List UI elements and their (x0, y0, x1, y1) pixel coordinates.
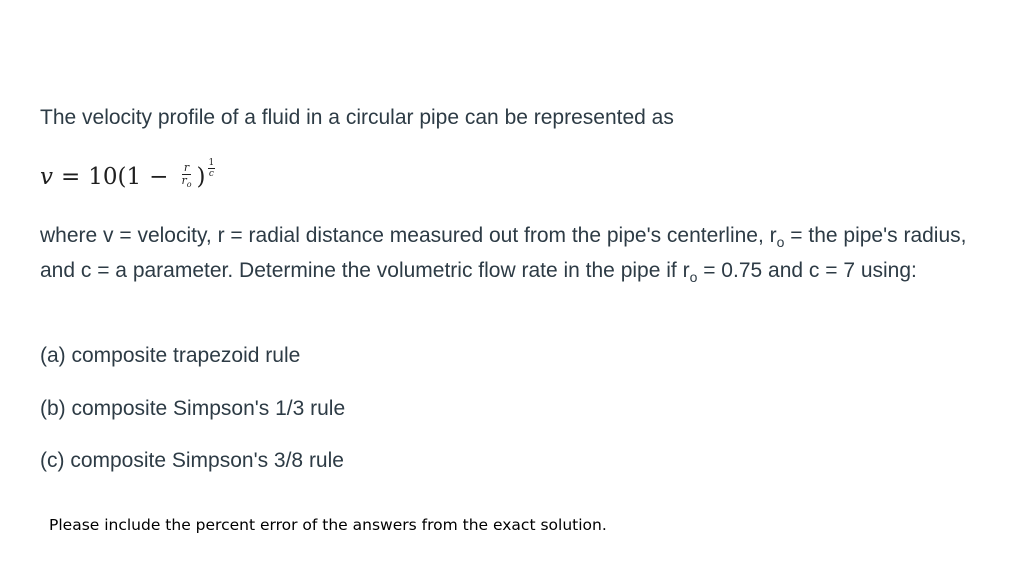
formula-ratio-fraction (179, 162, 193, 191)
problem-definitions: where v = velocity, r = radial distance measured out from the pipe's centerline, $r_o$ = the pipe's radius, and c = a parameter. Determine the volumetric flow rate in the pipe if $r_o = 0.75$ and c = 7 using: (40, 224, 967, 286)
part-b-simpson-1-3: (b) composite Simpson's 1/3 rule (40, 397, 346, 420)
exponent-numerator: 1 (208, 157, 215, 168)
fraction-numerator: r (183, 161, 190, 175)
exponent-denominator: c (208, 168, 214, 179)
formula-exponent (208, 158, 216, 179)
formula-lhs: v (40, 164, 53, 190)
velocity-formula (40, 154, 215, 200)
formula-coefficient: 10(1 (88, 164, 142, 190)
problem-intro: The velocity profile of a fluid in a circular pipe can be represented as (40, 106, 674, 129)
formula-minus: − (149, 164, 169, 190)
part-c-simpson-3-8: (c) composite Simpson's 3/8 rule (40, 449, 344, 472)
fraction-denominator: $r_o$ (181, 174, 192, 190)
formula-close-paren: ) (196, 164, 206, 190)
percent-error-note: Please include the percent error of the answers from the exact solution. (49, 516, 607, 534)
part-a-trapezoid: (a) composite trapezoid rule (40, 344, 301, 367)
formula-equals: = (61, 164, 81, 190)
